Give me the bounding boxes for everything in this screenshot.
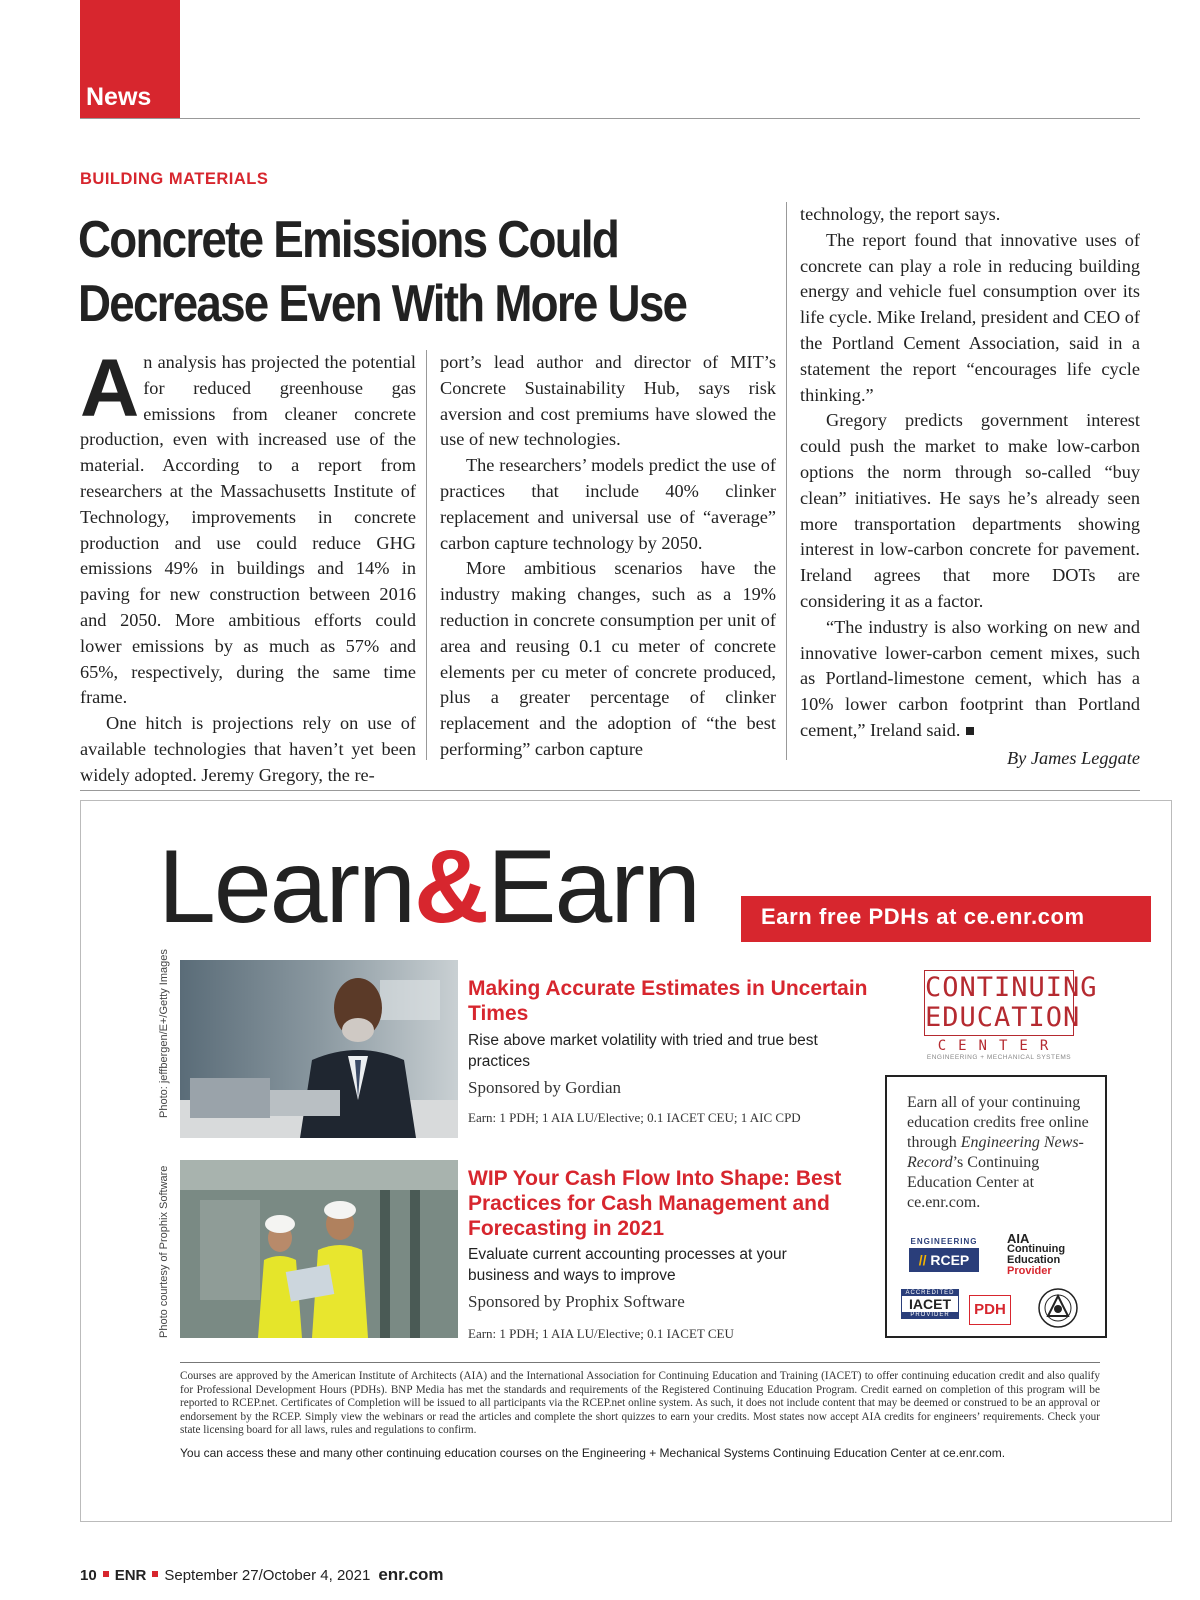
course-2-credits: Earn: 1 PDH; 1 AIA LU/Elective; 0.1 IACET CEU: [468, 1326, 734, 1341]
course-1-photo[interactable]: [180, 960, 458, 1138]
article-column-2: [440, 350, 776, 763]
column-divider: [786, 202, 787, 760]
workers-photo-icon: [180, 1160, 458, 1338]
ad-access-line: You can access these and many other continuing education courses on the Engineering + Mechanical Systems Continuing Education Center at ce.enr.com.: [180, 1446, 1006, 1460]
article-column-1: [80, 343, 416, 789]
course-2-sponsor: Sponsored by Prophix Software: [468, 1292, 685, 1311]
article-paragraph: port’s lead author and director of MIT’s Concrete Sustainability Hub, says risk aversion and cost premiums have slowed the use of new technologies.: [440, 352, 776, 450]
course-2-description: Evaluate current accounting processes at your business and ways to improve: [468, 1246, 787, 1284]
top-divider: [80, 118, 1140, 119]
cec-logo[interactable]: [924, 970, 1098, 1061]
cec-logo-main: CONTINUING EDUCATION: [924, 970, 1074, 1036]
course-1-sponsor: Sponsored by Gordian: [468, 1078, 621, 1097]
aia-badge: AIA Continuing Education Provider: [1007, 1231, 1066, 1277]
rcep-badge: ENGINEERING // RCEP: [909, 1237, 979, 1272]
footer-url[interactable]: enr.com: [378, 1565, 444, 1584]
section-tab-label: News: [86, 83, 152, 111]
earn-banner-text[interactable]: Earn free PDHs at ce.enr.com: [761, 904, 1085, 929]
seal-icon: [1037, 1287, 1079, 1334]
footer-bullet-icon: [103, 1571, 109, 1577]
pdh-badge: PDH: [969, 1295, 1011, 1325]
issue-date: September 27/October 4, 2021: [164, 1567, 371, 1584]
article-column-3: [800, 202, 1140, 772]
disclaimer-divider: [180, 1362, 1100, 1363]
article-paragraph: One hitch is projections rely on use of available technologies that haven’t yet been widely adopted. Jeremy Gregory, the re-: [80, 713, 416, 785]
article-paragraph: The report found that innovative uses of concrete can play a role in reducing building energy and vehicle fuel consumption over its life cycle. Mike Ireland, president and CEO of the Portland Cement Association, said in a statement the report “encourages life cycle thinking.”: [800, 229, 1140, 405]
headline-line-2: Decrease Even With More Use: [78, 275, 687, 333]
footer-bullet-icon: [152, 1571, 158, 1577]
photo-credit-2: Photo courtesy of Prophix Software: [158, 1165, 170, 1338]
businessman-photo-icon: [180, 960, 458, 1138]
course-2-title[interactable]: WIP Your Cash Flow Into Shape: Best Practices for Cash Management and Forecasting in 2021: [468, 1167, 842, 1240]
ad-disclaimer: Courses are approved by the American Institute of Architects (AIA) and the International Association for Continuing Education and Training (IACET) to offer continuing education credit and also qualify for Professional Development Hours (PDHs). BNP Media has met the standards and requirements of the Registered Continuing Education Program. Credit earned on completion of this program will be reported to RCEP.net. Certificates of Completion will be issued to all participants via the RCEP.net online system. As such, it does not include content that may be deemed or construed to be an approval or endorsement by the RCEP. Simply view the webinars or read the articles and complete the short quizzes to earn your credits. Most states now accept AIA credits for engineers’ requirements. Check your state licensing board for all laws, rules and regulations to confirm.: [180, 1370, 1100, 1437]
article-bottom-divider: [80, 790, 1140, 791]
column-divider: [426, 350, 427, 760]
article-paragraph: The researchers’ models predict the use of practices that include 40% clinker replacement and universal use of “average” carbon capture technology by 2050.: [440, 455, 776, 553]
article-paragraph: An analysis has projected the potential for reduced greenhouse gas emissions from cleaner concrete production, even with increased use of the material. According to a report from researchers at the Massachusetts Institute of Technology, improvements in concrete production and use could reduce GHG emissions 49% in buildings and 14% in paving for new construction between 2016 and 2050. More ambitious efforts could lower emissions by as much as 57% and 65%, respectively, during the same time frame.: [80, 343, 416, 708]
headline-line-1: Concrete Emissions Could: [78, 211, 619, 269]
cec-logo-subtitle: ENGINEERING + MECHANICAL SYSTEMS: [926, 1054, 1072, 1061]
course-1-description: Rise above market volatility with tried and true best practices: [468, 1032, 818, 1070]
article-paragraph: “The industry is also working on new and innovative lower-carbon cement mixes, such as Portland-limestone cement, which has a 10% lower carbon footprint than Portland cement,” Ireland said.: [800, 616, 1140, 740]
article-paragraph: More ambitious scenarios have the industry making changes, such as a 19% reduction in concrete consumption per unit of area and reusing 0.1 cu meter of concrete elements per cu meter of concrete produced, plus a greater percentage of clinker replacement and the adoption of “the best performing” carbon capture: [440, 558, 776, 759]
course-2-photo[interactable]: [180, 1160, 458, 1338]
earn-info-text: Earn all of your continuing education credits free online through Engineering News-Record’s Continuing Education Center at ce.enr.com.: [907, 1094, 1089, 1211]
article-paragraph: technology, the report says.: [800, 204, 1001, 224]
page-footer: [80, 1565, 444, 1585]
article-paragraph: Gregory predicts government interest could push the market to make low-carbon options the norm through so-called “buy clean” initiatives. He says he’s already seen more transportation departments showing interest in low-carbon concrete for pavement. Ireland agrees that more DOTs are considering it as a factor.: [800, 410, 1140, 611]
byline: By James Leggate: [1006, 747, 1140, 768]
earn-banner[interactable]: [741, 896, 1151, 942]
course-1-title[interactable]: Making Accurate Estimates in Uncertain Times: [468, 977, 868, 1025]
kicker: BUILDING MATERIALS: [80, 170, 269, 188]
iacet-badge: ACCREDITED IACET PROVIDER: [901, 1289, 959, 1319]
course-1-credits: Earn: 1 PDH; 1 AIA LU/Elective; 0.1 IACET CEU; 1 AIC CPD: [468, 1110, 801, 1125]
photo-credit-1: Photo: jeffbergen/E+/Getty Images: [158, 949, 170, 1118]
cec-logo-center: CENTER: [937, 1038, 1061, 1054]
page-number: 10: [80, 1567, 97, 1584]
section-tab: [80, 0, 180, 118]
magazine-name: ENR: [114, 1567, 147, 1584]
learn-earn-logo: Learn&Earn: [158, 829, 699, 945]
earn-info-box: [885, 1075, 1107, 1338]
headline: [78, 208, 694, 336]
end-mark: [966, 727, 974, 735]
drop-cap: A: [80, 343, 140, 434]
